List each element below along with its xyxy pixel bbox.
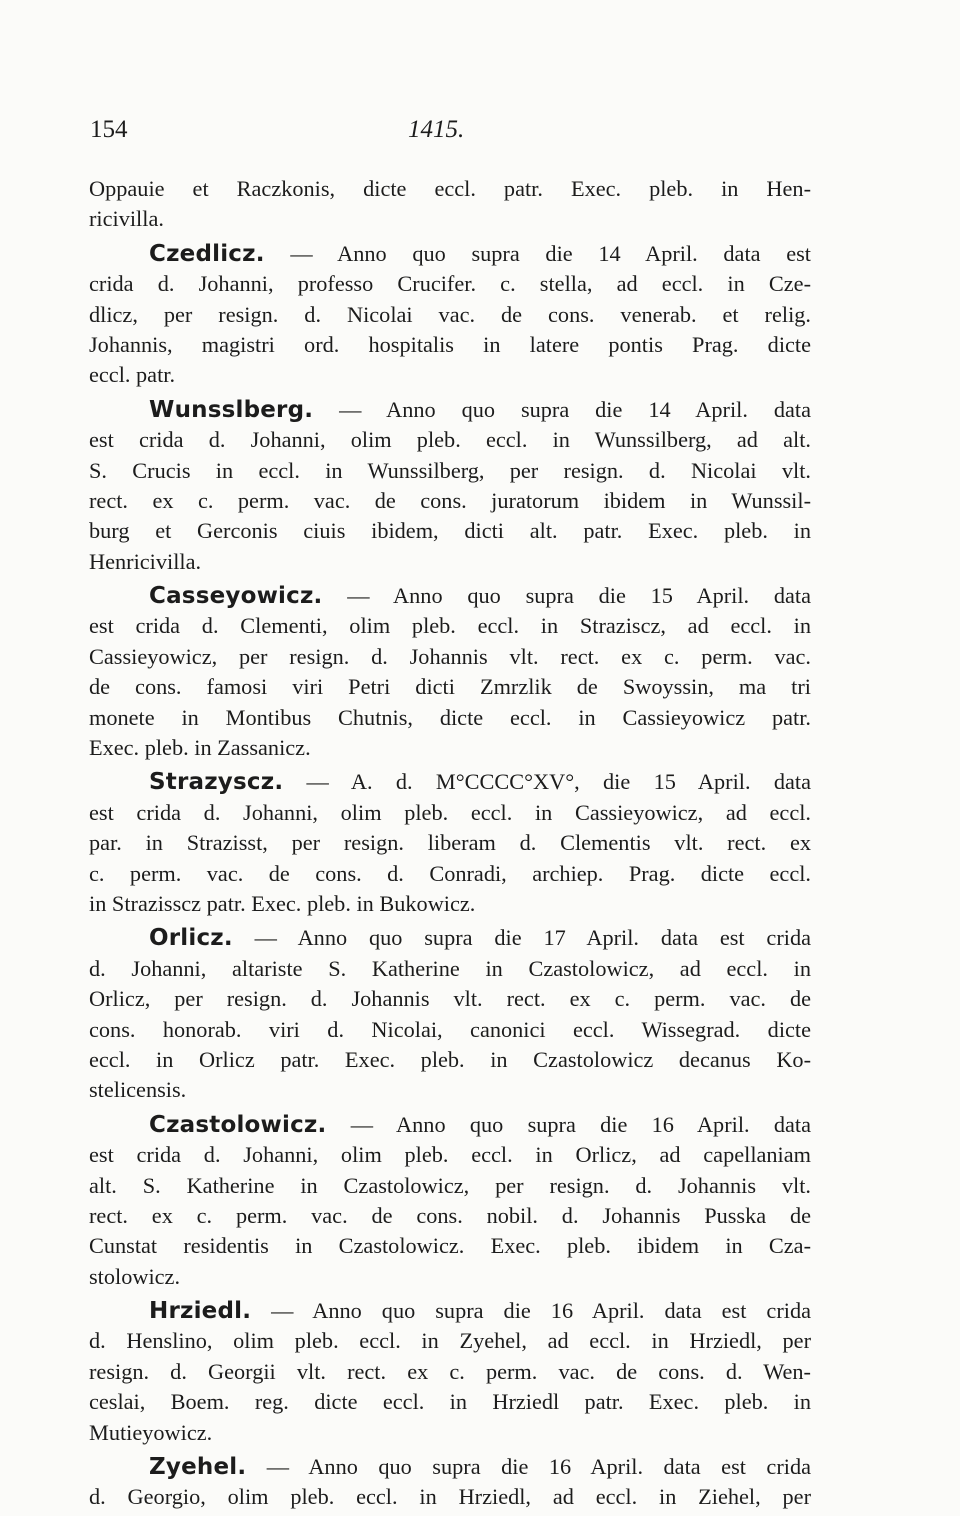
text-line (89, 859, 811, 889)
entry-heading-line (89, 395, 811, 425)
line-text: ceslai, Boem. reg. dicte eccl. in Hrziedl patr. Exec. pleb. in (89, 1389, 811, 1415)
line-text: dlicz, per resign. d. Nicolai vac. de cons. venerab. et relig. (89, 301, 811, 327)
line-text: — A. d. M°CCCC°XV°, die 15 April. data (283, 769, 811, 795)
line-text: in Strazisscz patr. Exec. pleb. in Bukowicz. (89, 890, 476, 916)
line-text: est crida d. Johanni, olim pleb. eccl. in Orlicz, ad capellaniam (89, 1142, 811, 1168)
text-line (89, 204, 811, 234)
line-text: — Anno quo supra die 15 April. data (322, 583, 811, 609)
text-line (89, 425, 811, 455)
line-text: d. Georgio, olim pleb. eccl. in Hrziedl, ad eccl. in Ziehel, per (89, 1484, 811, 1510)
line-text: stolowicz. (89, 1263, 181, 1289)
line-text: Henricivilla. (89, 548, 202, 574)
entry-place-name: Casseyowicz. (149, 583, 323, 610)
line-text: c. perm. vac. de cons. d. Conradi, archiep. Prag. dicte eccl. (89, 860, 811, 886)
line-text: Cunstat residentis in Czastolowicz. Exec. pleb. ibidem in Cza- (89, 1233, 811, 1259)
line-text: est crida d. Johanni, olim pleb. eccl. in Wunssilberg, ad alt. (89, 427, 811, 453)
entry-heading-line (89, 1452, 811, 1482)
text-line (89, 1075, 811, 1105)
text-line (89, 174, 811, 204)
text-line (89, 269, 811, 299)
line-text: Oppauie et Raczkonis, dicte eccl. patr. Exec. pleb. in Hen- (89, 176, 811, 201)
line-text: — Anno quo supra die 16 April. data est crida (251, 1298, 811, 1324)
entry-place-name: Czastolowicz. (149, 1111, 327, 1138)
entry-heading-line (89, 923, 811, 953)
text-line (89, 828, 811, 858)
line-text: Cassieyowicz, per resign. d. Johannis vlt. rect. ex c. perm. vac. (89, 643, 811, 669)
entry-heading-line (89, 1296, 811, 1326)
text-line (89, 642, 811, 672)
line-text: est crida d. Clementi, olim pleb. eccl. in Straziscz, ad eccl. in (89, 613, 811, 639)
line-text: — Anno quo supra die 14 April. data est (264, 240, 811, 266)
text-line (89, 1418, 811, 1448)
line-text: est crida d. Johanni, olim pleb. eccl. in Cassieyowicz, ad eccl. (89, 799, 811, 825)
text-line (89, 611, 811, 641)
text-line (89, 984, 811, 1014)
text-line (89, 672, 811, 702)
page-number: 154 (90, 116, 128, 143)
body-text (89, 174, 811, 1513)
line-text: S. Crucis in eccl. in Wunssilberg, per resign. d. Nicolai vlt. (89, 457, 811, 483)
line-text: ricivilla. (89, 206, 164, 232)
text-line (89, 1262, 811, 1292)
text-line (89, 1482, 811, 1512)
line-text: resign. d. Georgii vlt. rect. ex c. perm. vac. de cons. d. Wen- (89, 1358, 811, 1384)
line-text: — Anno quo supra die 14 April. data (313, 396, 811, 422)
entry-place-name: Zyehel. (149, 1454, 247, 1481)
entry-place-name: Czedlicz. (149, 240, 265, 267)
line-text: burg et Gerconis ciuis ibidem, dicti alt. patr. Exec. pleb. in (89, 518, 811, 544)
text-line (89, 360, 811, 390)
entry-place-name: Wunsslberg. (149, 396, 314, 423)
text-line (89, 330, 811, 360)
line-text: Mutieyowicz. (89, 1419, 213, 1445)
text-line (89, 456, 811, 486)
line-text: Exec. pleb. in Zassanicz. (89, 735, 311, 761)
entry-place-name: Orlicz. (149, 925, 233, 952)
line-text: — Anno quo supra die 16 April. data est crida (246, 1454, 811, 1480)
text-line (89, 516, 811, 546)
line-text: rect. ex c. perm. vac. de cons. nobil. d. Johannis Pusska de (89, 1202, 811, 1228)
page-year: 1415. (408, 116, 465, 143)
line-text: Orlicz, per resign. d. Johannis vlt. rect. ex c. perm. vac. de (89, 986, 811, 1012)
line-text: de cons. famosi viri Petri dicti Zmrzlik de Swoyssin, ma tri (89, 674, 811, 700)
entry-heading-line (89, 767, 811, 797)
entry-place-name: Strazyscz. (149, 769, 284, 796)
line-text: crida d. Johanni, professo Crucifer. c. stella, ad eccl. in Cze- (89, 271, 811, 297)
text-line (89, 1045, 811, 1075)
text-line (89, 1015, 811, 1045)
text-line (89, 798, 811, 828)
line-text: monete in Montibus Chutnis, dicte eccl. in Cassieyowicz patr. (89, 704, 811, 730)
line-text: — Anno quo supra die 16 April. data (326, 1111, 811, 1137)
line-text: eccl. patr. (89, 362, 176, 388)
line-text: stelicensis. (89, 1077, 187, 1103)
text-line (89, 486, 811, 516)
line-text: rect. ex c. perm. vac. de cons. juratorum ibidem in Wunssil- (89, 487, 811, 513)
text-line (89, 703, 811, 733)
text-line (89, 1140, 811, 1170)
text-line (89, 1326, 811, 1356)
entry-place-name: Hrziedl. (149, 1298, 252, 1325)
entry-heading-line (89, 581, 811, 611)
text-line (89, 1201, 811, 1231)
line-text: — Anno quo supra die 17 April. data est crida (232, 925, 811, 951)
text-line (89, 1357, 811, 1387)
line-text: Johannis, magistri ord. hospitalis in latere pontis Prag. dicte (89, 331, 811, 357)
text-line (89, 1171, 811, 1201)
text-line (89, 954, 811, 984)
text-line (89, 889, 811, 919)
line-text: alt. S. Katherine in Czastolowicz, per resign. d. Johannis vlt. (89, 1172, 811, 1198)
text-line (89, 1387, 811, 1417)
entry-heading-line (89, 239, 811, 269)
page-header (90, 116, 810, 150)
line-text: d. Johanni, altariste S. Katherine in Czastolowicz, ad eccl. in (89, 955, 811, 981)
line-text: cons. honorab. viri d. Nicolai, canonici eccl. Wissegrad. dicte (89, 1016, 811, 1042)
text-line (89, 1231, 811, 1261)
line-text: d. Henslino, olim pleb. eccl. in Zyehel, ad eccl. in Hrziedl, per (89, 1328, 811, 1354)
line-text: par. in Strazisst, per resign. liberam d. Clementis vlt. rect. ex (89, 830, 811, 856)
text-line (89, 300, 811, 330)
text-line (89, 733, 811, 763)
entry-heading-line (89, 1110, 811, 1140)
text-line (89, 547, 811, 577)
line-text: eccl. in Orlicz patr. Exec. pleb. in Czastolowicz decanus Ko- (89, 1046, 811, 1072)
